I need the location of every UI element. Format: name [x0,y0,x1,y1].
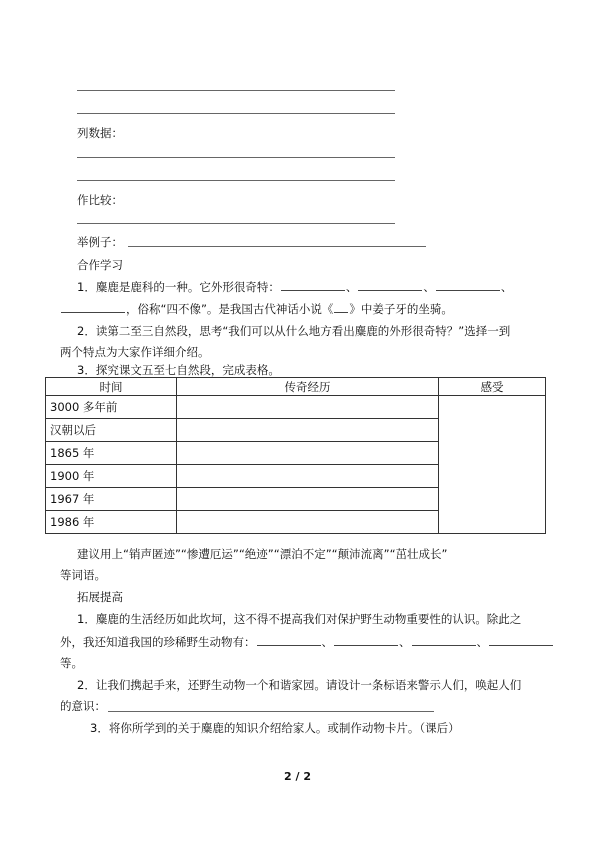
experience-cell[interactable] [177,419,439,442]
question-1: 1．麋鹿是鹿科的一种。它外形很奇特： 、 、 、 [77,280,513,294]
compare-label: 作比较： [77,193,123,207]
extension-question-2: 2．让我们携起手来，还野生动物一个和谐家园。请设计一条标语来警示人们，唤起人们 [77,678,522,692]
time-cell: 1967 年 [46,488,177,511]
page-number: 2 / 2 [284,770,311,783]
answer-blank[interactable] [281,279,345,291]
question-3: 3．探究课文五至七自然段，完成表格。 [77,363,280,377]
answer-blank[interactable] [436,279,500,291]
word-suggestion: 建议用上“销声匿迹”“惨遭厄运”“绝迹”“漂泊不定”“颠沛流离”“茁壮成长” [77,547,448,561]
answer-blank[interactable] [334,634,398,646]
answer-line[interactable] [77,223,395,224]
table-header-row [46,378,546,396]
answer-blank[interactable] [257,634,321,646]
experience-cell[interactable] [177,488,439,511]
header-feeling: 感受 [439,378,546,396]
time-cell: 1986 年 [46,511,177,534]
time-cell: 汉朝以后 [46,419,177,442]
extension-question-2-cont: 的意识： [60,699,106,713]
answer-line[interactable] [77,157,395,158]
experience-cell[interactable] [177,465,439,488]
answer-line[interactable] [128,246,426,247]
time-cell: 3000 多年前 [46,396,177,419]
answer-blank[interactable] [412,634,476,646]
answer-line[interactable] [77,180,395,181]
answer-blank[interactable] [61,301,125,313]
word-suggestion-cont: 等词语。 [60,568,106,582]
experience-cell[interactable] [177,442,439,465]
experience-cell[interactable] [177,396,439,419]
experience-cell[interactable] [177,511,439,534]
extension-question-1-end: 等。 [60,656,83,670]
section-heading-extension: 拓展提高 [77,590,123,604]
answer-line[interactable] [77,90,395,91]
section-heading-cooperative: 合作学习 [77,258,123,272]
time-cell: 1900 年 [46,465,177,488]
feeling-cell[interactable] [439,396,546,534]
list-data-label: 列数据： [77,126,123,140]
answer-blank[interactable] [358,279,422,291]
extension-question-3: 3．将你所学到的关于麋鹿的知识介绍给家人。或制作动物卡片。（课后） [90,721,460,735]
question-2-cont: 两个特点为大家作详细介绍。 [60,345,210,359]
answer-blank[interactable] [489,634,553,646]
header-time: 时间 [46,378,177,396]
extension-question-1-cont: 外，我还知道我国的珍稀野生动物有： 、 、 、 [60,634,554,650]
table-row [46,396,546,419]
record-table [45,377,546,534]
extension-question-1: 1．麋鹿的生活经历如此坎坷，这不得不提高我们对保护野生动物重要性的认识。除此之 [77,612,522,626]
example-label: 举例子： [77,235,123,249]
question-1-cont: ，俗称“四不像”。是我国古代神话小说《 》中姜子牙的坐骑。 [60,301,453,317]
header-experience: 传奇经历 [177,378,439,396]
answer-line[interactable] [77,113,395,114]
question-2: 2．读第二至三自然段，思考“我们可以从什么地方看出麋鹿的外形很奇特？”选择一到 [77,324,511,338]
time-cell: 1865 年 [46,442,177,465]
slogan-answer-line[interactable] [108,711,434,712]
answer-blank[interactable] [334,301,348,313]
